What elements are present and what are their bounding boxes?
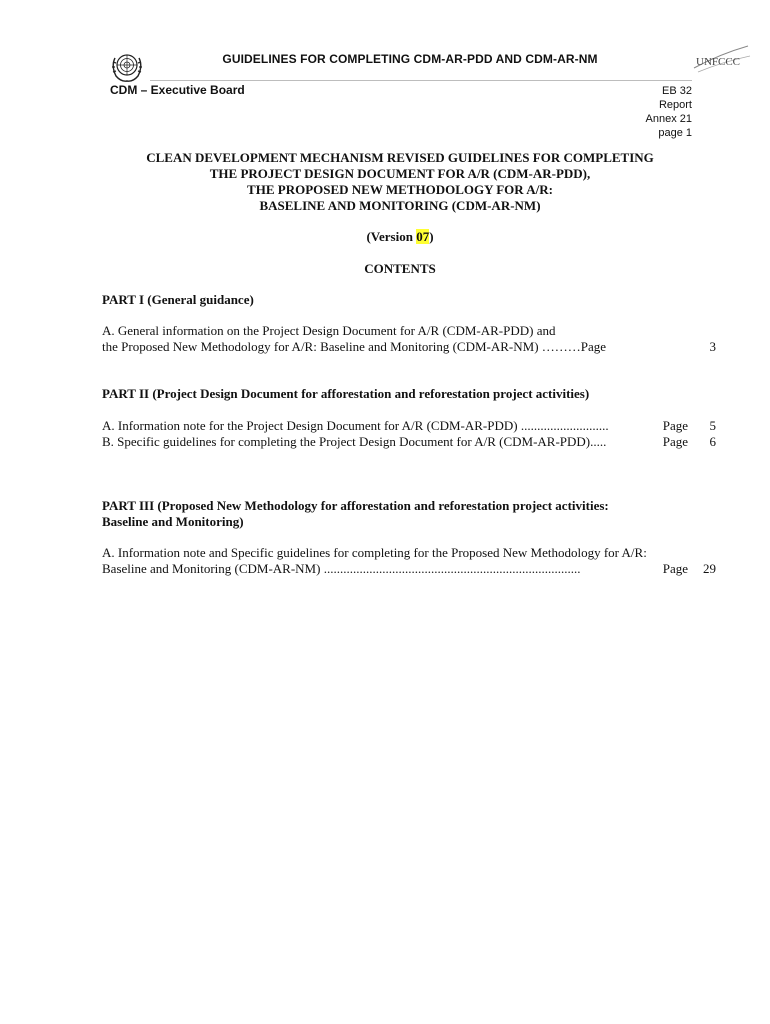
part-2-heading: PART II (Project Design Document for afforestation and reforestation project activities) [102, 386, 590, 401]
version-number: 07 [416, 229, 430, 244]
title-line: THE PROJECT DESIGN DOCUMENT FOR A/R (CDM-AR-PDD), [209, 166, 591, 181]
toc-entry-line [102, 418, 716, 434]
page-reference [646, 84, 692, 140]
page-ref-line: page 1 [658, 127, 692, 139]
toc-entry-text: A. Information note for the Project Design Document for A/R (CDM-AR-PDD) ........................... [102, 418, 609, 433]
document-title [100, 150, 700, 214]
toc-entry-text: Baseline and Monitoring (CDM-AR-NM) ............................................................................... [102, 561, 581, 576]
toc-entry-part-3-a[interactable] [102, 545, 716, 577]
toc-entry-part-2-a[interactable] [102, 418, 716, 434]
un-emblem-icon [108, 50, 146, 84]
header-divider [150, 80, 692, 81]
title-line: CLEAN DEVELOPMENT MECHANISM REVISED GUIDELINES FOR COMPLETING [146, 150, 654, 165]
toc-page-label: Page [662, 434, 688, 449]
version-label [100, 229, 700, 245]
version-open: (Version [366, 229, 417, 244]
toc-entry-line [102, 434, 716, 450]
header-title: GUIDELINES FOR COMPLETING CDM-AR-PDD AND CDM-AR-NM [222, 52, 598, 66]
unfccc-logo-text: UNFCCC [696, 56, 741, 68]
executive-board-label: CDM – Executive Board [110, 83, 245, 97]
toc-page-number: 29 [703, 561, 716, 576]
page-ref-line: EB 32 [662, 85, 692, 97]
toc-entry-line: A. Information note and Specific guidelines for completing for the Proposed New Methodology for A/R: [102, 545, 647, 560]
toc-entry-line [102, 339, 716, 355]
contents-heading: CONTENTS [364, 261, 436, 276]
toc-page-label: Page [662, 561, 688, 576]
toc-page-number: 3 [709, 339, 716, 354]
page-ref-line: Annex 21 [645, 113, 692, 125]
toc-entry-part-1-a[interactable] [102, 323, 716, 355]
unfccc-logo-icon [690, 42, 752, 76]
title-line: THE PROPOSED NEW METHODOLOGY FOR A/R: [247, 182, 553, 197]
toc-page-label: Page [580, 339, 607, 354]
part-3-heading-line: PART III (Proposed New Methodology for afforestation and reforestation project activities: [102, 498, 609, 513]
toc-entry-text: B. Specific guidelines for completing the Project Design Document for A/R (CDM-AR-PDD)..... [102, 434, 607, 449]
version-close: ) [429, 229, 434, 244]
page-ref-line: Report [658, 99, 692, 111]
toc-entry-line: A. General information on the Project Design Document for A/R (CDM-AR-PDD) and [102, 323, 556, 338]
toc-page-number: 6 [709, 434, 716, 449]
toc-page-label: Page [662, 418, 688, 433]
part-1-heading: PART I (General guidance) [102, 292, 254, 307]
part-3-heading [102, 498, 609, 530]
toc-entry-text: the Proposed New Methodology for A/R: Baseline and Monitoring (CDM-AR-NM) ……… [102, 339, 581, 354]
title-line: BASELINE AND MONITORING (CDM-AR-NM) [259, 198, 541, 213]
toc-entry-line [102, 561, 716, 577]
part-3-heading-line: Baseline and Monitoring) [102, 514, 244, 529]
toc-entry-part-2-b[interactable] [102, 434, 716, 450]
toc-page-number: 5 [709, 418, 716, 433]
